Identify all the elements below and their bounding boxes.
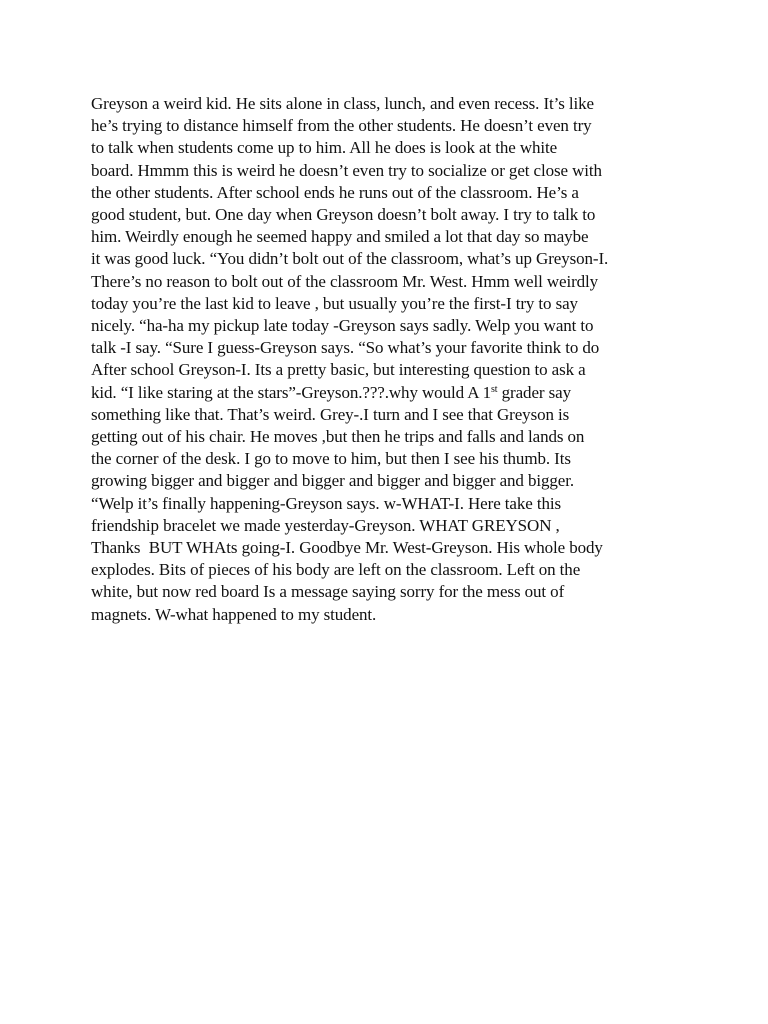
paragraph-line: After school Greyson-I. Its a pretty basic, but interesting question to ask a xyxy=(91,360,586,380)
paragraph-line xyxy=(91,382,711,404)
paragraph-line: today you’re the last kid to leave , but usually you’re the first-I try to say xyxy=(91,293,578,313)
paragraph-line: he’s trying to distance himself from the other students. He doesn’t even try xyxy=(91,116,592,136)
paragraph-line: Greyson a weird kid. He sits alone in class, lunch, and even recess. It’s like xyxy=(91,94,595,113)
line-text-before: kid. “I like staring at the stars”-Greyson.???.why would A 1 xyxy=(91,382,492,402)
paragraph-line: Thanks BUT WHAts going-I. Goodbye Mr. West-Greyson. His whole body xyxy=(91,538,603,558)
paragraph-line: nicely. “ha-ha my pickup late today -Greyson says sadly. Welp you want to xyxy=(91,316,594,336)
paragraph-line: growing bigger and bigger and bigger and bigger and bigger and bigger. xyxy=(91,471,575,491)
ordinal-suffix: st xyxy=(491,383,498,395)
paragraph-line: something like that. That’s weird. Grey-.I turn and I see that Greyson is xyxy=(91,404,570,424)
paragraph-line: the other students. After school ends he runs out of the classroom. He’s a xyxy=(91,182,579,202)
paragraph-line: getting out of his chair. He moves ,but then he trips and falls and lands on xyxy=(91,427,585,447)
paragraph-line: it was good luck. “You didn’t bolt out of the classroom, what’s up Greyson-I. xyxy=(91,249,609,269)
paragraph-line: There’s no reason to bolt out of the classroom Mr. West. Hmm well weirdly xyxy=(91,271,599,291)
paragraph-line: to talk when students come up to him. All he does is look at the white xyxy=(91,138,558,158)
paragraph-line: explodes. Bits of pieces of his body are left on the classroom. Left on the xyxy=(91,560,581,580)
line-text-after: grader say xyxy=(497,382,571,402)
paragraph-line: talk -I say. “Sure I guess-Greyson says. “So what’s your favorite think to do xyxy=(91,338,600,358)
paragraph-line: friendship bracelet we made yesterday-Greyson. WHAT GREYSON , xyxy=(91,515,560,535)
paragraph-line: white, but now red board Is a message saying sorry for the mess out of xyxy=(91,582,565,602)
story-paragraph xyxy=(91,93,711,626)
paragraph-line: the corner of the desk. I go to move to him, but then I see his thumb. Its xyxy=(91,449,571,469)
paragraph-line: him. Weirdly enough he seemed happy and smiled a lot that day so maybe xyxy=(91,227,589,247)
paragraph-line: board. Hmmm this is weird he doesn’t even try to socialize or get close with xyxy=(91,160,602,180)
paragraph-line: good student, but. One day when Greyson doesn’t bolt away. I try to talk to xyxy=(91,205,596,225)
paragraph-line: magnets. W-what happened to my student. xyxy=(91,604,377,624)
paragraph-line: “Welp it’s finally happening-Greyson says. w-WHAT-I. Here take this xyxy=(91,493,562,513)
